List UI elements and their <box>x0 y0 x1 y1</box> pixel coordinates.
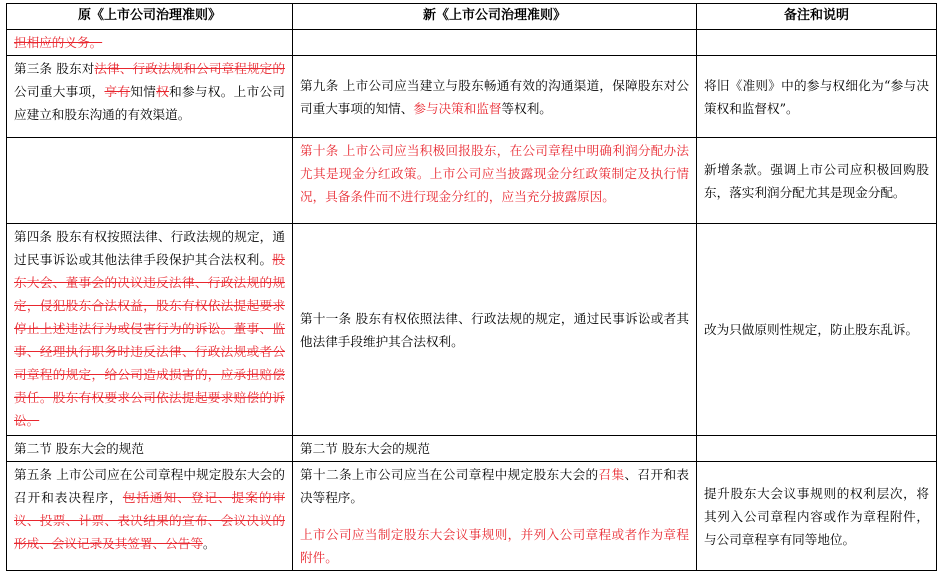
deleted-text: 权 <box>156 84 170 99</box>
cell-old <box>7 462 293 571</box>
text-segment: 第十一条 股东有权依照法律、行政法规的规定，通过民事诉讼或者其他法律手段维护其合法权利。 <box>300 310 689 349</box>
table-row <box>7 224 937 436</box>
header-note: 备注和说明 <box>697 4 937 30</box>
text-segment: 第二节 股东大会的规范 <box>14 441 144 456</box>
cell-note: 新增条款。强调上市公司应积极回购股东，落实利润分配尤其是现金分配。 <box>697 138 937 224</box>
new-para-1 <box>300 463 689 509</box>
added-text: 召集 <box>598 467 625 482</box>
cell-note: 将旧《准则》中的参与权细化为“参与决策权和监督权”。 <box>697 56 937 138</box>
cell-note: 改为只做原则性规定，防止股东乱诉。 <box>697 224 937 436</box>
text-segment: 第九条 上市公司应当建立与股东畅通有效的沟通渠道，保障股东对公司重大事项的知情、 <box>300 77 689 116</box>
cell-new <box>293 30 697 56</box>
text-segment: 知情 <box>130 84 157 99</box>
cell-note: 提升股东大会议事规则的权利层次，将其列入公司章程内容或作为章程附件，与公司章程享有同等地位。 <box>697 462 937 571</box>
added-text: 第十条 上市公司应当积极回报股东，在公司章程中明确利润分配办法尤其是现金分红政策。上市公司应当披露现金分红政策制定及执行情况，具备条件而不进行现金分红的，应当充分披露原因。 <box>300 143 689 204</box>
cell-note <box>697 30 937 56</box>
cell-new <box>293 56 697 138</box>
deleted-text: 担相应的义务。 <box>14 35 103 50</box>
cell-old <box>7 138 293 224</box>
table-row <box>7 56 937 138</box>
new-para-2 <box>300 523 689 569</box>
header-old: 原《上市公司治理准则》 <box>7 4 293 30</box>
text-segment: 。 <box>202 536 216 551</box>
deleted-text: 享有 <box>104 84 131 99</box>
cell-new <box>293 436 697 462</box>
cell-old <box>7 30 293 56</box>
header-row <box>7 4 937 30</box>
cell-new <box>293 224 697 436</box>
text-segment: 和参与权。上市公司应建立和股东沟通的有效渠道。 <box>14 84 286 122</box>
text-segment: 等权利。 <box>501 100 552 116</box>
table-row <box>7 30 937 56</box>
text-segment: 第三条 股东对 <box>14 61 95 76</box>
cell-old <box>7 436 293 462</box>
cell-old <box>7 56 293 138</box>
cell-new <box>293 462 697 571</box>
deleted-text: 法律、行政法规和公司章程规定的 <box>94 61 285 76</box>
cell-old <box>7 224 293 436</box>
added-text: 参与决策和监督 <box>413 100 502 116</box>
header-new: 新《上市公司治理准则》 <box>293 4 697 30</box>
section-row <box>7 436 937 462</box>
cell-new <box>293 138 697 224</box>
deleted-text: 包括通知、登记、提案的审议、投票、计票、表决结果的宣布、会议决议的形成、会议记录及其签署、公告等 <box>14 490 286 551</box>
table-row <box>7 462 937 571</box>
comparison-table <box>6 3 937 571</box>
table-row <box>7 138 937 224</box>
deleted-text: 股东大会、董事会的决议违反法律、行政法规的规定，侵犯股东合法权益，股东有权依法提起要求停止上述违法行为或侵害行为的诉讼。董事、监事、经理执行职务时违反法律、行政法规或者公司章程的规定，给公司造成损害的，应承担赔偿责任。股东有权要求公司依法提起要求赔偿的诉讼。 <box>14 252 285 428</box>
text-segment: 第五条 上市公司应在公司章程中规定股东大会的召开和表决程序， <box>14 467 285 505</box>
text-segment: 、召开和表决等程序。 <box>300 467 690 505</box>
added-text: 上市公司应当制定股东大会议事规则，并列入公司章程或者作为章程附件。 <box>300 527 689 565</box>
text-segment: 第四条 股东有权按照法律、行政法规的规定，通过民事诉讼或其他法律手段保护其合法权利。 <box>14 229 285 267</box>
text-segment: 第十二条上市公司应当在公司章程中规定股东大会的 <box>300 467 599 482</box>
text-segment: 公司重大事项， <box>14 84 105 99</box>
text-segment: 第二节 股东大会的规范 <box>300 441 430 456</box>
cell-note <box>697 436 937 462</box>
